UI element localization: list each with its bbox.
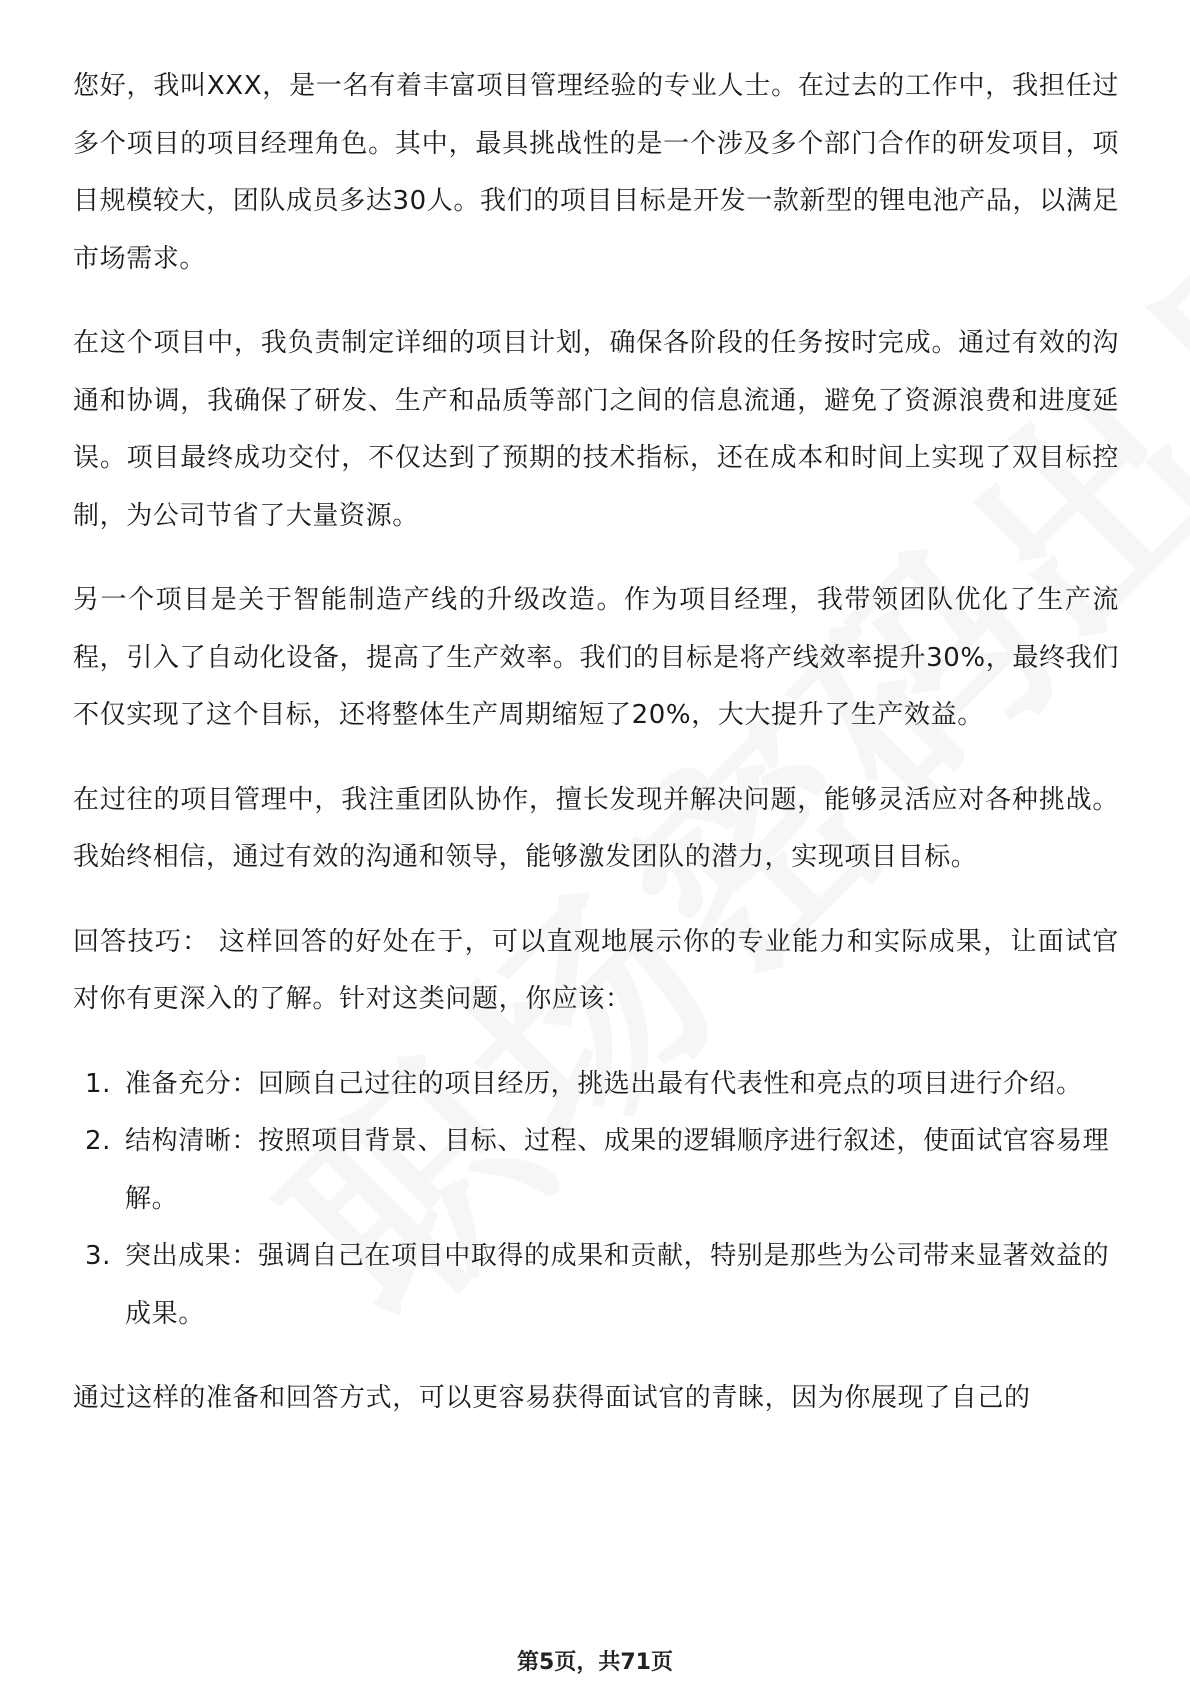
tips-list (73, 1056, 1119, 1344)
list-item (73, 1228, 1119, 1343)
document-body (73, 58, 1119, 1455)
paragraph-intro: 您好，我叫XXX，是一名有着丰富项目管理经验的专业人士。在过去的工作中，我担任过多个项目的项目经理角色。其中，最具挑战性的是一个涉及多个部门合作的研发项目，项目规模较大，团队成员多达30人。我们的项目目标是开发一款新型的锂电池产品，以满足市场需求。 (73, 71, 1119, 274)
paragraph-answer-tips: 回答技巧： 这样回答的好处在于，可以直观地展示你的专业能力和实际成果，让面试官对你有更深入的了解。针对这类问题，你应该： (73, 926, 1119, 1014)
list-item-text: 突出成果：强调自己在项目中取得的成果和贡献，特别是那些为公司带来显著效益的成果。 (125, 1241, 1110, 1329)
paragraph-closing: 通过这样的准备和回答方式，可以更容易获得面试官的青睐，因为你展现了自己的 (73, 1383, 1031, 1413)
list-number: 1. (85, 1068, 112, 1099)
paragraph-project-plan: 在这个项目中，我负责制定详细的项目计划，确保各阶段的任务按时完成。通过有效的沟通和协调，我确保了研发、生产和品质等部门之间的信息流通，避免了资源浪费和进度延误。项目最终成功交付，不仅达到了预期的技术指标，还在成本和时间上实现了双目标控制，为公司节省了大量资源。 (73, 328, 1119, 531)
list-number: 2. (85, 1126, 112, 1156)
paragraph-teamwork: 在过往的项目管理中，我注重团队协作，擅长发现并解决问题，能够灵活应对各种挑战。我始终相信，通过有效的沟通和领导，能够激发团队的潜力，实现项目目标。 (73, 784, 1119, 872)
list-item (73, 1056, 1119, 1114)
page-number-footer: 第5页，共71页 (517, 1650, 673, 1675)
list-number: 3. (85, 1241, 112, 1271)
list-item (73, 1113, 1119, 1228)
list-item-text: 结构清晰：按照项目背景、目标、过程、成果的逻辑顺序进行叙述，使面试官容易理解。 (125, 1126, 1110, 1214)
list-item-text: 准备充分：回顾自己过往的项目经历，挑选出最有代表性和亮点的项目进行介绍。 (125, 1068, 1083, 1099)
paragraph-smart-manufacturing: 另一个项目是关于智能制造产线的升级改造。作为项目经理，我带领团队优化了生产流程，引入了自动化设备，提高了生产效率。我们的目标是将产线效率提升30%，最终我们不仅实现了这个目标，还将整体生产周期缩短了20%，大大提升了生产效益。 (73, 585, 1119, 730)
